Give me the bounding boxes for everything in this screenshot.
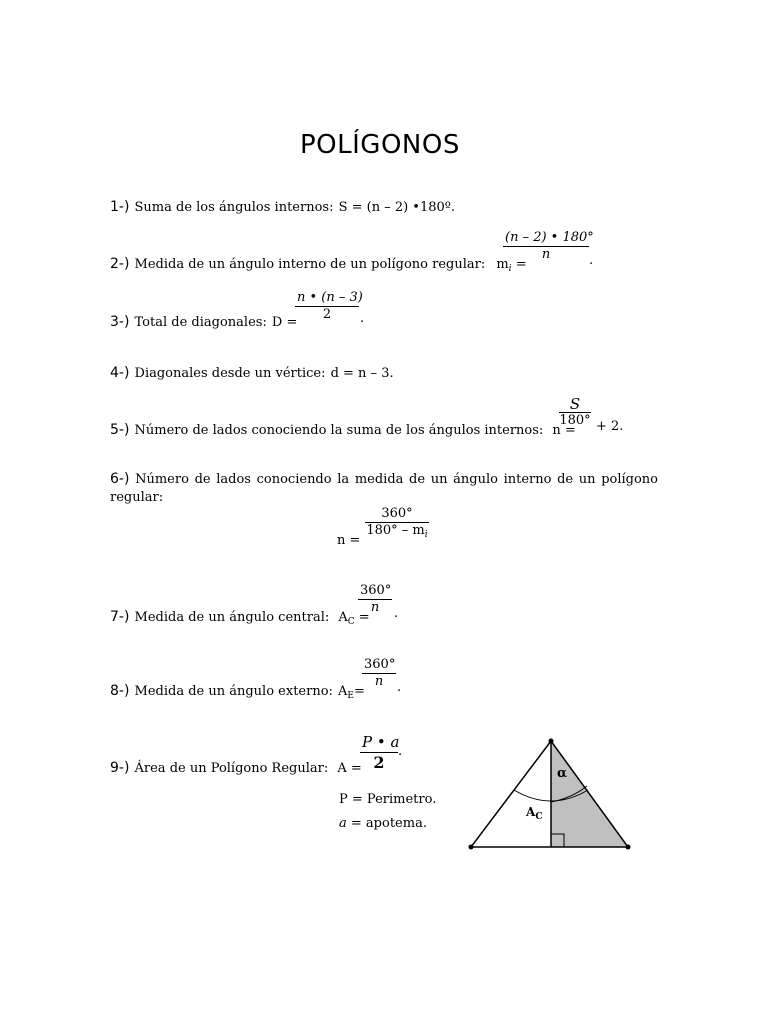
vertex-right — [626, 845, 631, 850]
item-formula: d = n – 3. — [330, 366, 394, 381]
vertex-left — [469, 845, 474, 850]
formula-lhs: n = — [337, 533, 361, 548]
formula-lhs: D = — [271, 315, 298, 330]
fraction-numerator: P • a — [362, 733, 400, 751]
fraction-sides-from-sum — [559, 396, 591, 429]
formula-item-9 — [110, 757, 362, 776]
formula-lhs-sub: E — [347, 691, 354, 701]
fraction-denominator: 180° — [559, 413, 591, 428]
fraction-denominator: n — [541, 247, 551, 262]
item-number: 6-) — [110, 471, 130, 487]
alpha-label: α — [557, 766, 568, 781]
formula-tail: . — [397, 680, 402, 695]
item-text: Suma de los ángulos internos: — [134, 200, 334, 215]
apothem-text: = apotema. — [350, 816, 427, 831]
fraction-exterior-angle — [362, 657, 396, 690]
fraction-interior-angle — [503, 230, 594, 263]
item-text: Medida de un ángulo interno de un polígono regular: — [134, 257, 486, 272]
formula-tail: . — [589, 253, 594, 268]
fraction-numerator: 360° — [360, 583, 392, 598]
legend-perimeter: P = Perimetro. — [339, 792, 437, 807]
formula-tail: . — [360, 311, 365, 326]
fraction-denominator: n — [370, 600, 380, 615]
formula-item-3 — [110, 311, 297, 330]
central-angle-label: $A_C$ — [526, 805, 543, 822]
item-text: Medida de un ángulo externo: — [134, 684, 333, 699]
item-number: 3-) — [110, 314, 130, 330]
formula-lhs: n = — [552, 423, 576, 438]
item-text: Diagonales desde un vértice: — [134, 366, 326, 381]
fraction-denominator: 2 — [373, 753, 385, 772]
formula-lhs: A — [338, 684, 348, 699]
item-number: 5-) — [110, 422, 130, 438]
formula-item-6 — [110, 470, 658, 507]
formula-lhs: A = — [337, 761, 362, 776]
formula-item-8 — [110, 680, 365, 701]
formula-tail: . — [398, 744, 403, 759]
formula-lhs: A — [338, 610, 348, 625]
page-title: POLÍGONOS — [300, 130, 460, 160]
formula-item-1 — [110, 196, 455, 215]
fraction-denominator: 2 — [322, 307, 332, 322]
fraction-area — [360, 733, 398, 772]
fraction-numerator: n • (n – 3) — [297, 290, 363, 305]
item-text: Total de diagonales: — [134, 315, 267, 330]
item-text: Número de lados conociendo la medida de un ángulo interno de un polígono regular: — [110, 472, 659, 505]
formula-lhs: m — [496, 257, 509, 272]
fraction-numerator: 360° — [364, 657, 396, 672]
triangle-diagram — [460, 732, 640, 856]
vertex-top — [549, 739, 554, 744]
formula-tail: + 2. — [596, 419, 624, 434]
item-formula: S = (n – 2) •180º. — [338, 200, 456, 215]
item-number: 4-) — [110, 365, 130, 381]
formula-item-5 — [110, 419, 576, 438]
fraction-central-angle — [358, 583, 392, 616]
fraction-numerator: 360° — [365, 506, 429, 523]
formula-lhs-sub: i — [508, 264, 512, 274]
item-number: 2-) — [110, 256, 130, 272]
item-number: 1-) — [110, 199, 130, 215]
item-number: 7-) — [110, 609, 130, 625]
fraction-numerator: (n – 2) • 180° — [505, 230, 594, 245]
item-text: Medida de un ángulo central: — [134, 610, 330, 625]
apothem-symbol: a — [339, 816, 347, 831]
formula-item-7 — [110, 606, 370, 627]
formula-eq: = — [358, 610, 370, 625]
formula-item-4 — [110, 362, 394, 381]
formula-eq: = — [515, 257, 527, 272]
item-number: 8-) — [110, 683, 130, 699]
formula-eq: = — [353, 684, 365, 699]
fraction-numerator: S — [559, 396, 591, 413]
formula-lhs-sub: C — [347, 617, 355, 627]
formula-tail: . — [394, 606, 399, 621]
formula-item-2 — [110, 253, 527, 274]
fraction-sides-from-interior — [365, 506, 429, 543]
item-text: Número de lados conociendo la suma de los ángulos internos: — [134, 423, 544, 438]
item-number: 9-) — [110, 760, 130, 776]
legend-apothem — [339, 816, 427, 831]
item-text: Área de un Polígono Regular: — [134, 761, 329, 776]
fraction-denominator-sub: i — [424, 530, 428, 540]
fraction-denominator: 180° – m — [366, 523, 425, 538]
fraction-denominator: n — [374, 674, 384, 689]
fraction-diagonals — [295, 290, 363, 323]
